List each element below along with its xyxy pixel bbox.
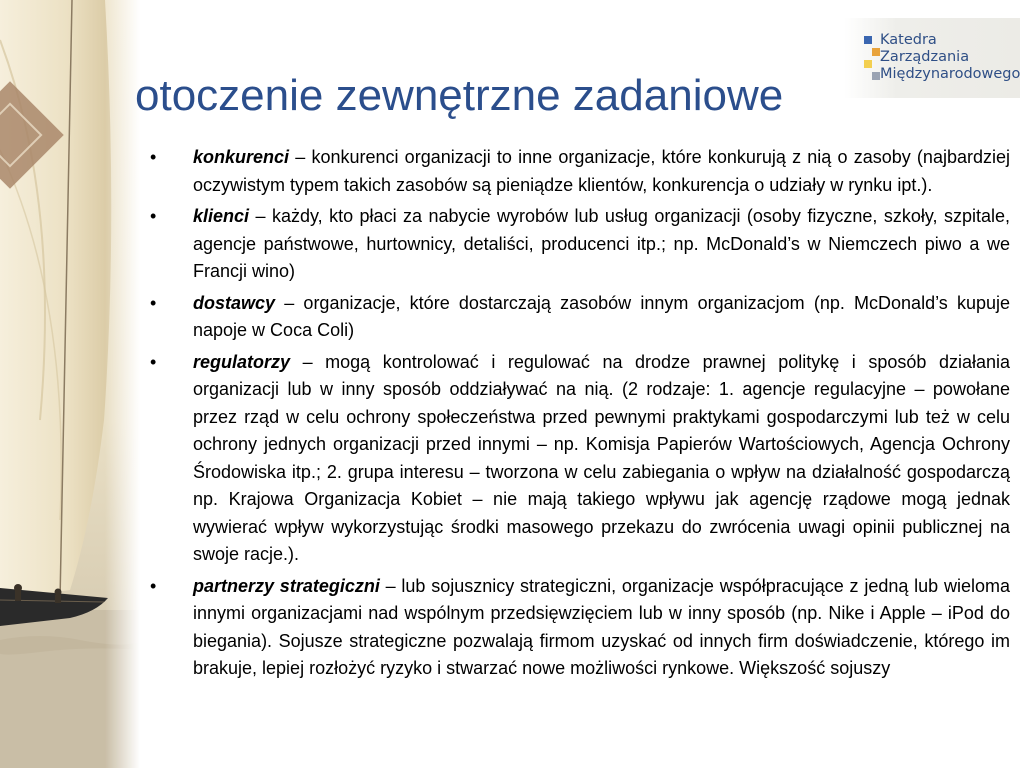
bullet-text: – mogą kontrolować i regulować na drodze prawnej politykę i sposób działania organizacji lub w inny sposób oddziaływać na nią. (2 rodzaje: 1. agencje regulacyjne – powołane przez rząd w celu ochrony społeczeństwa przed pewnymi praktykami gospodarczymi lub też w celu ochrony jednych organizacji przed innymi – np. Komisja Papierów Wartościowych, Agencja Ochrony Środowiska itp.; 2. grupa interesu – tworzona w celu zabiegania o wpływ na działalność gospodarczą np. Krajowa Organizacja Kobiet – nie mają takiego wpływu jak agencję rządowe mogą jednak wywierać wpływ wykorzystując środki masowego przekazu do zwrócenia uwagi opinii publicznej na swoje racje.).	[193, 351, 1010, 564]
logo-line-2: Zarządzania	[880, 49, 970, 65]
logo-line-1: Katedra	[880, 32, 937, 48]
logo-text	[880, 32, 1020, 83]
logo-squares-icon	[862, 34, 882, 82]
list-item	[150, 573, 1010, 683]
bullet-icon: •	[150, 206, 157, 226]
list-item	[150, 144, 1010, 199]
bullet-text: – lub sojusznicy strategiczni, organizacje współpracujące z jedną lub wieloma innymi organizacjami nad wspólnym przedsięwzięciem lub w inny sposób (np. Nike i Apple – iPod do biegania). Sojusze strategiczne pozwalają firmom uzyskać od innych firm doświadczenie, którego im brakuje, lepiej rozłożyć ryzyko i stwarzać nowe możliwości rynkowe. Większość sojuszy	[193, 575, 1010, 678]
bullet-text: – każdy, kto płaci za nabycie wyrobów lub usług organizacji (osoby fizyczne, szkoły, szpitale, agencje państwowe, hurtownicy, detaliści, producenci itp.; np. McDonald’s w Niemczech piwo a we Francji wino)	[193, 206, 1010, 281]
bullet-term: dostawcy	[193, 292, 276, 313]
bullet-icon: •	[150, 292, 157, 313]
bullet-term: regulatorzy	[193, 351, 291, 372]
bullet-term: klienci	[193, 206, 250, 226]
bullet-list	[150, 144, 1010, 687]
bullet-text: – organizacje, które dostarczają zasobów innym organizacjom (np. McDonald’s kupuje napoje w Coca Coli)	[193, 292, 1010, 340]
bullet-icon: •	[150, 351, 157, 372]
bullet-term: partnerzy strategiczni	[193, 575, 380, 596]
department-logo	[844, 18, 1020, 98]
bullet-term: konkurenci	[193, 147, 290, 167]
list-item	[150, 349, 1010, 569]
bullet-icon: •	[150, 147, 157, 167]
bullet-text: – konkurenci organizacji to inne organizacje, które konkurują z nią o zasoby (najbardziej oczywistym typem takich zasobów są pieniądze klientów, konkurencja o udziały w rynku ipt.).	[193, 147, 1010, 195]
slide-title: otoczenie zewnętrzne zadaniowe	[135, 71, 784, 120]
bullet-icon: •	[150, 575, 157, 596]
sailboat-image	[0, 0, 140, 768]
list-item	[150, 290, 1010, 345]
logo-line-3: Międzynarodowego	[880, 66, 1021, 82]
list-item	[150, 203, 1010, 286]
